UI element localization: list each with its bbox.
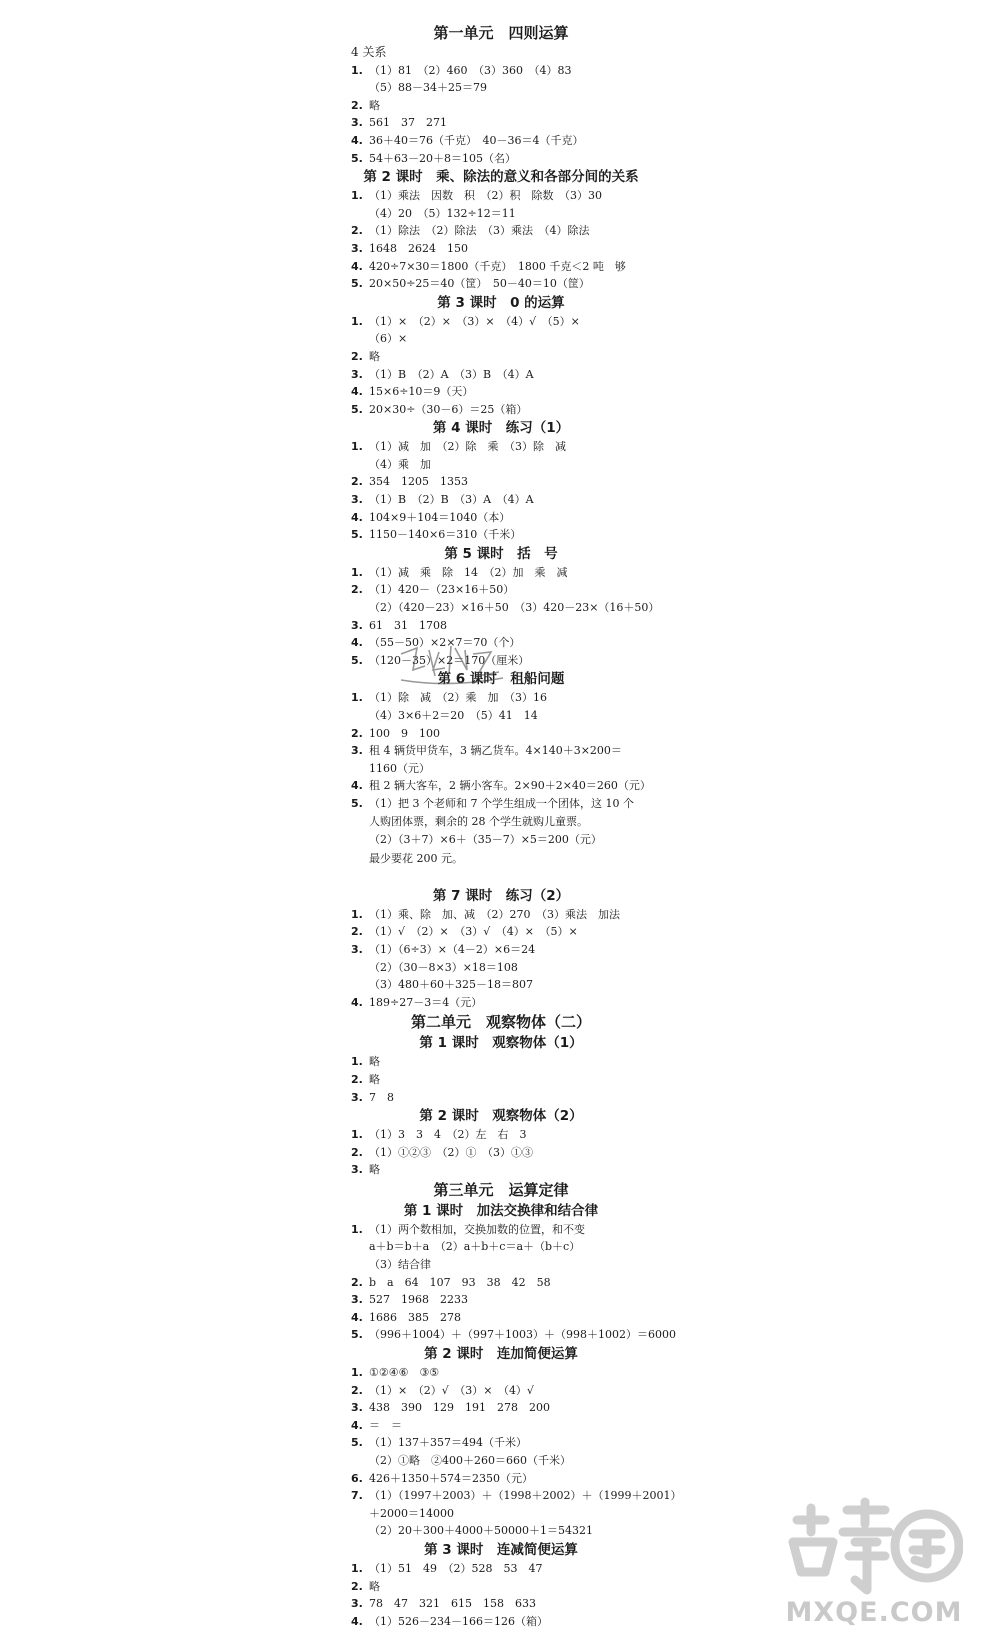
answer-line (351, 1505, 651, 1523)
question-number: 2. (351, 475, 363, 489)
answer-text: ＝ ＝ (369, 1418, 402, 1432)
answer-text: （4）3×6＋2＝20 （5）41 14 (369, 709, 538, 722)
question-number: 3. (351, 1090, 363, 1104)
answer-text: 36＋40＝76（千克） 40－36＝4（千克） (369, 133, 584, 147)
answer-text: （2）（30－8×3）×18＝108 (369, 960, 518, 974)
question-number: 5. (351, 1436, 363, 1450)
answer-text: 54＋63－20＋8＝105（名） (369, 151, 516, 165)
answer-text: （996＋1004）＋（997＋1003）＋（998＋1002）＝6000 (369, 1328, 676, 1342)
answer-line (351, 1522, 651, 1540)
answer-line (351, 1470, 651, 1488)
unit-heading: 第三单元 运算定律 (433, 1180, 569, 1199)
answer-line (351, 1144, 651, 1162)
answer-text: 略 (369, 1579, 380, 1593)
answer-text: （1）把 3 个老师和 7 个学生组成一个团体，这 10 个 (369, 796, 634, 810)
answer-text: （120－35）×2＝170（厘米） (369, 653, 530, 667)
lesson-heading: 第 2 课时 连加简便运算 (424, 1346, 578, 1363)
lesson-heading: 第 5 课时 括 号 (444, 545, 558, 562)
lesson-heading: 第 2 课时 观察物体（2） (419, 1108, 583, 1125)
answer-text: （1）81 （2）460 （3）360 （4）83 (369, 63, 572, 77)
answer-text: （2）①略 ②400＋260＝660（千米） (369, 1454, 571, 1467)
answer-line (351, 258, 651, 276)
answer-text: （1）两个数相加，交换加数的位置，和不变 (369, 1222, 585, 1236)
answer-line (351, 959, 651, 977)
question-number: 4. (351, 1310, 363, 1324)
question-number: 5. (351, 653, 363, 667)
answer-line (351, 330, 651, 348)
answer-line (351, 150, 651, 168)
answer-line (351, 976, 651, 994)
answer-text: 租 2 辆大客车，2 辆小客车。2×90＋2×40＝260（元） (369, 779, 651, 793)
answer-line (351, 1417, 651, 1435)
answer-text: 561 37 271 (369, 116, 447, 130)
answer-text: 略 (369, 1163, 380, 1177)
answer-text: （4）20 （5）132÷12＝11 (369, 206, 516, 220)
answer-text: （1）（1997＋2003）＋（1998＋2002）＋（1999＋2001） (369, 1489, 682, 1503)
answer-line (351, 1089, 651, 1107)
answer-line (351, 1126, 651, 1144)
answer-line (351, 526, 651, 544)
question-number: 1. (351, 189, 363, 203)
question-number: 5. (351, 796, 363, 810)
answer-line (351, 599, 660, 617)
answer-line (351, 1238, 651, 1256)
answer-line (351, 456, 651, 474)
answer-text: 1648 2624 150 (369, 241, 468, 255)
answer-text: 1160（元） (369, 761, 430, 775)
answer-text: （2）（3＋7）×6＋（35－7）×5＝200（元） (369, 833, 602, 847)
question-number: 1. (351, 63, 363, 77)
lesson-heading: 第 4 课时 练习（1） (432, 420, 570, 437)
answer-text: 15×6÷10＝9（天） (369, 385, 474, 399)
watermark-url: MXQE.COM (785, 1597, 963, 1628)
answer-text: （2）20＋300＋4000＋50000＋1＝54321 (369, 1524, 593, 1538)
answer-text: （1）× （2）× （3）× （4）√ （5）× (369, 314, 580, 328)
answer-text: （1）乘、除 加、减 （2）270 （3）乘法 加法 (369, 907, 620, 921)
answer-text: 104×9＋104＝1040（本） (369, 510, 511, 524)
answer-line (351, 1256, 651, 1274)
answer-line (351, 1560, 651, 1578)
question-number: 1. (351, 565, 363, 579)
answer-text: 略 (369, 98, 380, 112)
answer-text: 426＋1350＋574＝2350（元） (369, 1471, 533, 1485)
lesson-heading: 第 1 课时 加法交换律和结合律 (403, 1202, 599, 1219)
answer-line (351, 205, 651, 223)
answer-text: （1）①②③ （2）① （3）①③ (369, 1145, 533, 1159)
answer-text: 438 390 129 191 278 200 (369, 1401, 550, 1415)
answer-text: 420÷7×30＝1800（千克） 1800 千克＜2 吨 够 (369, 259, 626, 273)
answer-line (351, 366, 651, 384)
question-number: 5. (351, 402, 363, 416)
answer-text: 354 1205 1353 (369, 475, 468, 489)
section-label: 4 关系 (351, 45, 387, 59)
question-number: 3. (351, 1597, 363, 1611)
answer-line (351, 1221, 651, 1239)
answer-text: b a 64 107 93 38 42 58 (369, 1275, 551, 1289)
answer-text: 78 47 321 615 158 633 (369, 1597, 536, 1611)
question-number: 4. (351, 133, 363, 147)
answer-text: （1）51 49 （2）528 53 47 (369, 1561, 543, 1575)
answer-text: 61 31 1708 (369, 618, 447, 632)
question-number: 1. (351, 1366, 363, 1380)
question-number: 4. (351, 1418, 363, 1432)
question-number: 2. (351, 1383, 363, 1397)
answer-line (351, 473, 651, 491)
question-number: 3. (351, 744, 363, 758)
answer-line (351, 742, 651, 760)
lesson-heading: 第 1 课时 观察物体（1） (419, 1035, 583, 1052)
answer-line (351, 509, 651, 527)
answer-text: （1）B （2）A （3）B （4）A (369, 367, 534, 381)
question-number: 4. (351, 636, 363, 650)
answer-text: 1150－140×6＝310（千米） (369, 528, 522, 542)
answer-text: a＋b＝b＋a （2）a＋b＋c＝a＋（b＋c） (369, 1240, 581, 1254)
unit-heading: 第一单元 四则运算 (433, 24, 569, 42)
answer-text: （1）× （2）√ （3）× （4）√ (369, 1383, 534, 1397)
answer-text: （6）× (369, 332, 408, 346)
answer-line (351, 1434, 651, 1452)
answer-text: （1）√ （2）× （3）√ （4）× （5）× (369, 925, 578, 939)
answer-line (351, 275, 651, 293)
question-number: 2. (351, 1072, 363, 1086)
answer-text: 189÷27－3＝4（元） (369, 995, 483, 1009)
answer-line (351, 1161, 651, 1179)
question-number: 2. (351, 1275, 363, 1289)
answer-line (351, 1071, 651, 1089)
answer-page (351, 22, 682, 1630)
question-number: 5. (351, 528, 363, 542)
answer-text: 100 9 100 (369, 726, 440, 740)
answer-text: 20×30÷（30－6）＝25（箱） (369, 402, 528, 416)
lesson-heading: 第 3 课时 连减简便运算 (424, 1541, 578, 1558)
answer-text: （1）减 加 （2）除 乘 （3）除 减 (369, 440, 566, 454)
answer-line (351, 850, 651, 868)
question-number: 4. (351, 1614, 363, 1628)
answer-text: 人购团体票，剩余的 28 个学生就购儿童票。 (369, 814, 588, 828)
answer-line (351, 1595, 651, 1613)
answer-line (351, 1452, 651, 1470)
watermark-logo-center (395, 640, 510, 692)
question-number: 4. (351, 259, 363, 273)
answer-text: （1）除法 （2）除法 （3）乘法 （4）除法 (369, 224, 590, 238)
answer-line (351, 1309, 651, 1327)
question-number: 3. (351, 942, 363, 956)
answer-text: （1）B （2）B （3）A （4）A (369, 493, 534, 507)
answer-line (351, 383, 651, 401)
question-number: 3. (351, 493, 363, 507)
answer-line (351, 1053, 651, 1071)
answer-text: 最少要花 200 元。 (369, 852, 463, 866)
answer-text: （3）480＋60＋325－18＝807 (369, 978, 533, 992)
answer-text: （1）526－234－166＝126（箱） (369, 1614, 548, 1628)
answer-line (351, 1399, 651, 1417)
answer-text: （1）（6÷3）×（4－2）×6＝24 (369, 942, 536, 956)
question-number: 1. (351, 440, 363, 454)
answer-line (351, 689, 651, 707)
question-number: 3. (351, 116, 363, 130)
answer-line (351, 1382, 651, 1400)
question-number: 6. (351, 1471, 363, 1485)
answer-line (351, 1326, 676, 1344)
answer-line (351, 795, 651, 813)
lesson-heading: 第 6 课时 租船问题 (437, 671, 565, 688)
question-number: 4. (351, 510, 363, 524)
question-number: 2. (351, 726, 363, 740)
lesson-heading: 第 2 课时 乘、除法的意义和各部分间的关系 (363, 169, 639, 186)
answer-text: （1）420－（23×16＋50） (369, 583, 515, 597)
answer-line (351, 1613, 651, 1631)
answer-text: 租 4 辆货甲货车，3 辆乙货车。4×140＋3×200＝ (369, 744, 622, 758)
lesson-heading: 第 7 课时 练习（2） (432, 887, 570, 904)
answer-text: （1）137＋357＝494（千米） (369, 1436, 527, 1450)
answer-text: （1）乘法 因数 积 （2）积 除数 （3）30 (369, 189, 602, 203)
question-number: 2. (351, 224, 363, 238)
question-number: 2. (351, 1579, 363, 1593)
answer-text: （4）乘 加 (369, 457, 431, 471)
answer-line (351, 906, 651, 924)
answer-text: （2）（420－23）×16＋50 （3）420－23×（16＋50） (369, 601, 660, 615)
answer-text: （5）88－34＋25＝79 (369, 81, 487, 95)
answer-line (351, 1487, 682, 1505)
answer-line (351, 438, 651, 456)
answer-line (351, 813, 651, 831)
question-number: 1. (351, 907, 363, 921)
question-number: 1. (351, 691, 363, 705)
answer-line (351, 1291, 651, 1309)
answer-text: 略 (369, 349, 380, 363)
answer-line (351, 1364, 651, 1382)
answer-line (351, 79, 651, 97)
answer-line (351, 1274, 651, 1292)
answer-line (351, 617, 651, 635)
answer-line (351, 564, 651, 582)
question-number: 2. (351, 925, 363, 939)
answer-text: （1）3 3 4 （2）左 右 3 (369, 1128, 527, 1142)
answer-line (351, 707, 651, 725)
question-number: 2. (351, 1145, 363, 1159)
question-number: 7. (351, 1489, 363, 1503)
answer-line (351, 240, 651, 258)
answer-text: 20×50÷25＝40（筐） 50－40＝10（筐） (369, 277, 590, 291)
lesson-heading: 第 3 课时 0 的运算 (437, 294, 565, 311)
answer-line (351, 581, 651, 599)
answer-line (351, 994, 651, 1012)
answer-line (351, 777, 651, 795)
question-number: 4. (351, 779, 363, 793)
question-number: 5. (351, 277, 363, 291)
answer-line (351, 222, 651, 240)
question-number: 2. (351, 98, 363, 112)
answer-line (351, 62, 651, 80)
answer-text: （1）减 乘 除 14 （2）加 乘 减 (369, 565, 568, 579)
answer-text: 527 1968 2233 (369, 1293, 468, 1307)
question-number: 1. (351, 1561, 363, 1575)
question-number: 3. (351, 367, 363, 381)
question-number: 3. (351, 618, 363, 632)
unit-heading: 第二单元 观察物体（二） (410, 1013, 591, 1032)
question-number: 1. (351, 1222, 363, 1236)
question-number: 4. (351, 995, 363, 1009)
question-number: 5. (351, 1328, 363, 1342)
answer-line (351, 830, 651, 850)
answer-text: 略 (369, 1055, 380, 1069)
answer-line (351, 97, 651, 115)
answer-text: 1686 385 278 (369, 1310, 461, 1324)
question-number: 3. (351, 1401, 363, 1415)
answer-text: 7 8 (369, 1090, 394, 1104)
answer-text: （3）结合律 (369, 1258, 431, 1272)
answer-line (351, 923, 651, 941)
question-number: 3. (351, 1293, 363, 1307)
question-number: 3. (351, 241, 363, 255)
answer-line (351, 114, 651, 132)
answer-line (351, 1578, 651, 1596)
answer-line (351, 760, 651, 778)
answer-line (351, 401, 651, 419)
answer-line (351, 313, 651, 331)
answer-text: 略 (369, 1072, 380, 1086)
answer-text: （1）除 减 （2）乘 加 （3）16 (369, 691, 547, 705)
answer-line (351, 348, 651, 366)
answer-line (351, 941, 651, 959)
question-number: 3. (351, 1163, 363, 1177)
question-number: 2. (351, 349, 363, 363)
answer-text: （55－50）×2×7＝70（个） (369, 636, 521, 650)
answer-line (351, 187, 651, 205)
answer-text: ①②④⑥ ③⑤ (369, 1366, 440, 1380)
question-number: 2. (351, 583, 363, 597)
answer-line (351, 725, 651, 743)
question-number: 4. (351, 385, 363, 399)
question-number: 1. (351, 1128, 363, 1142)
question-number: 1. (351, 1055, 363, 1069)
question-number: 1. (351, 314, 363, 328)
answer-text: ＋2000＝14000 (369, 1506, 454, 1520)
answer-line (351, 132, 651, 150)
answer-line (351, 491, 651, 509)
question-number: 5. (351, 151, 363, 165)
